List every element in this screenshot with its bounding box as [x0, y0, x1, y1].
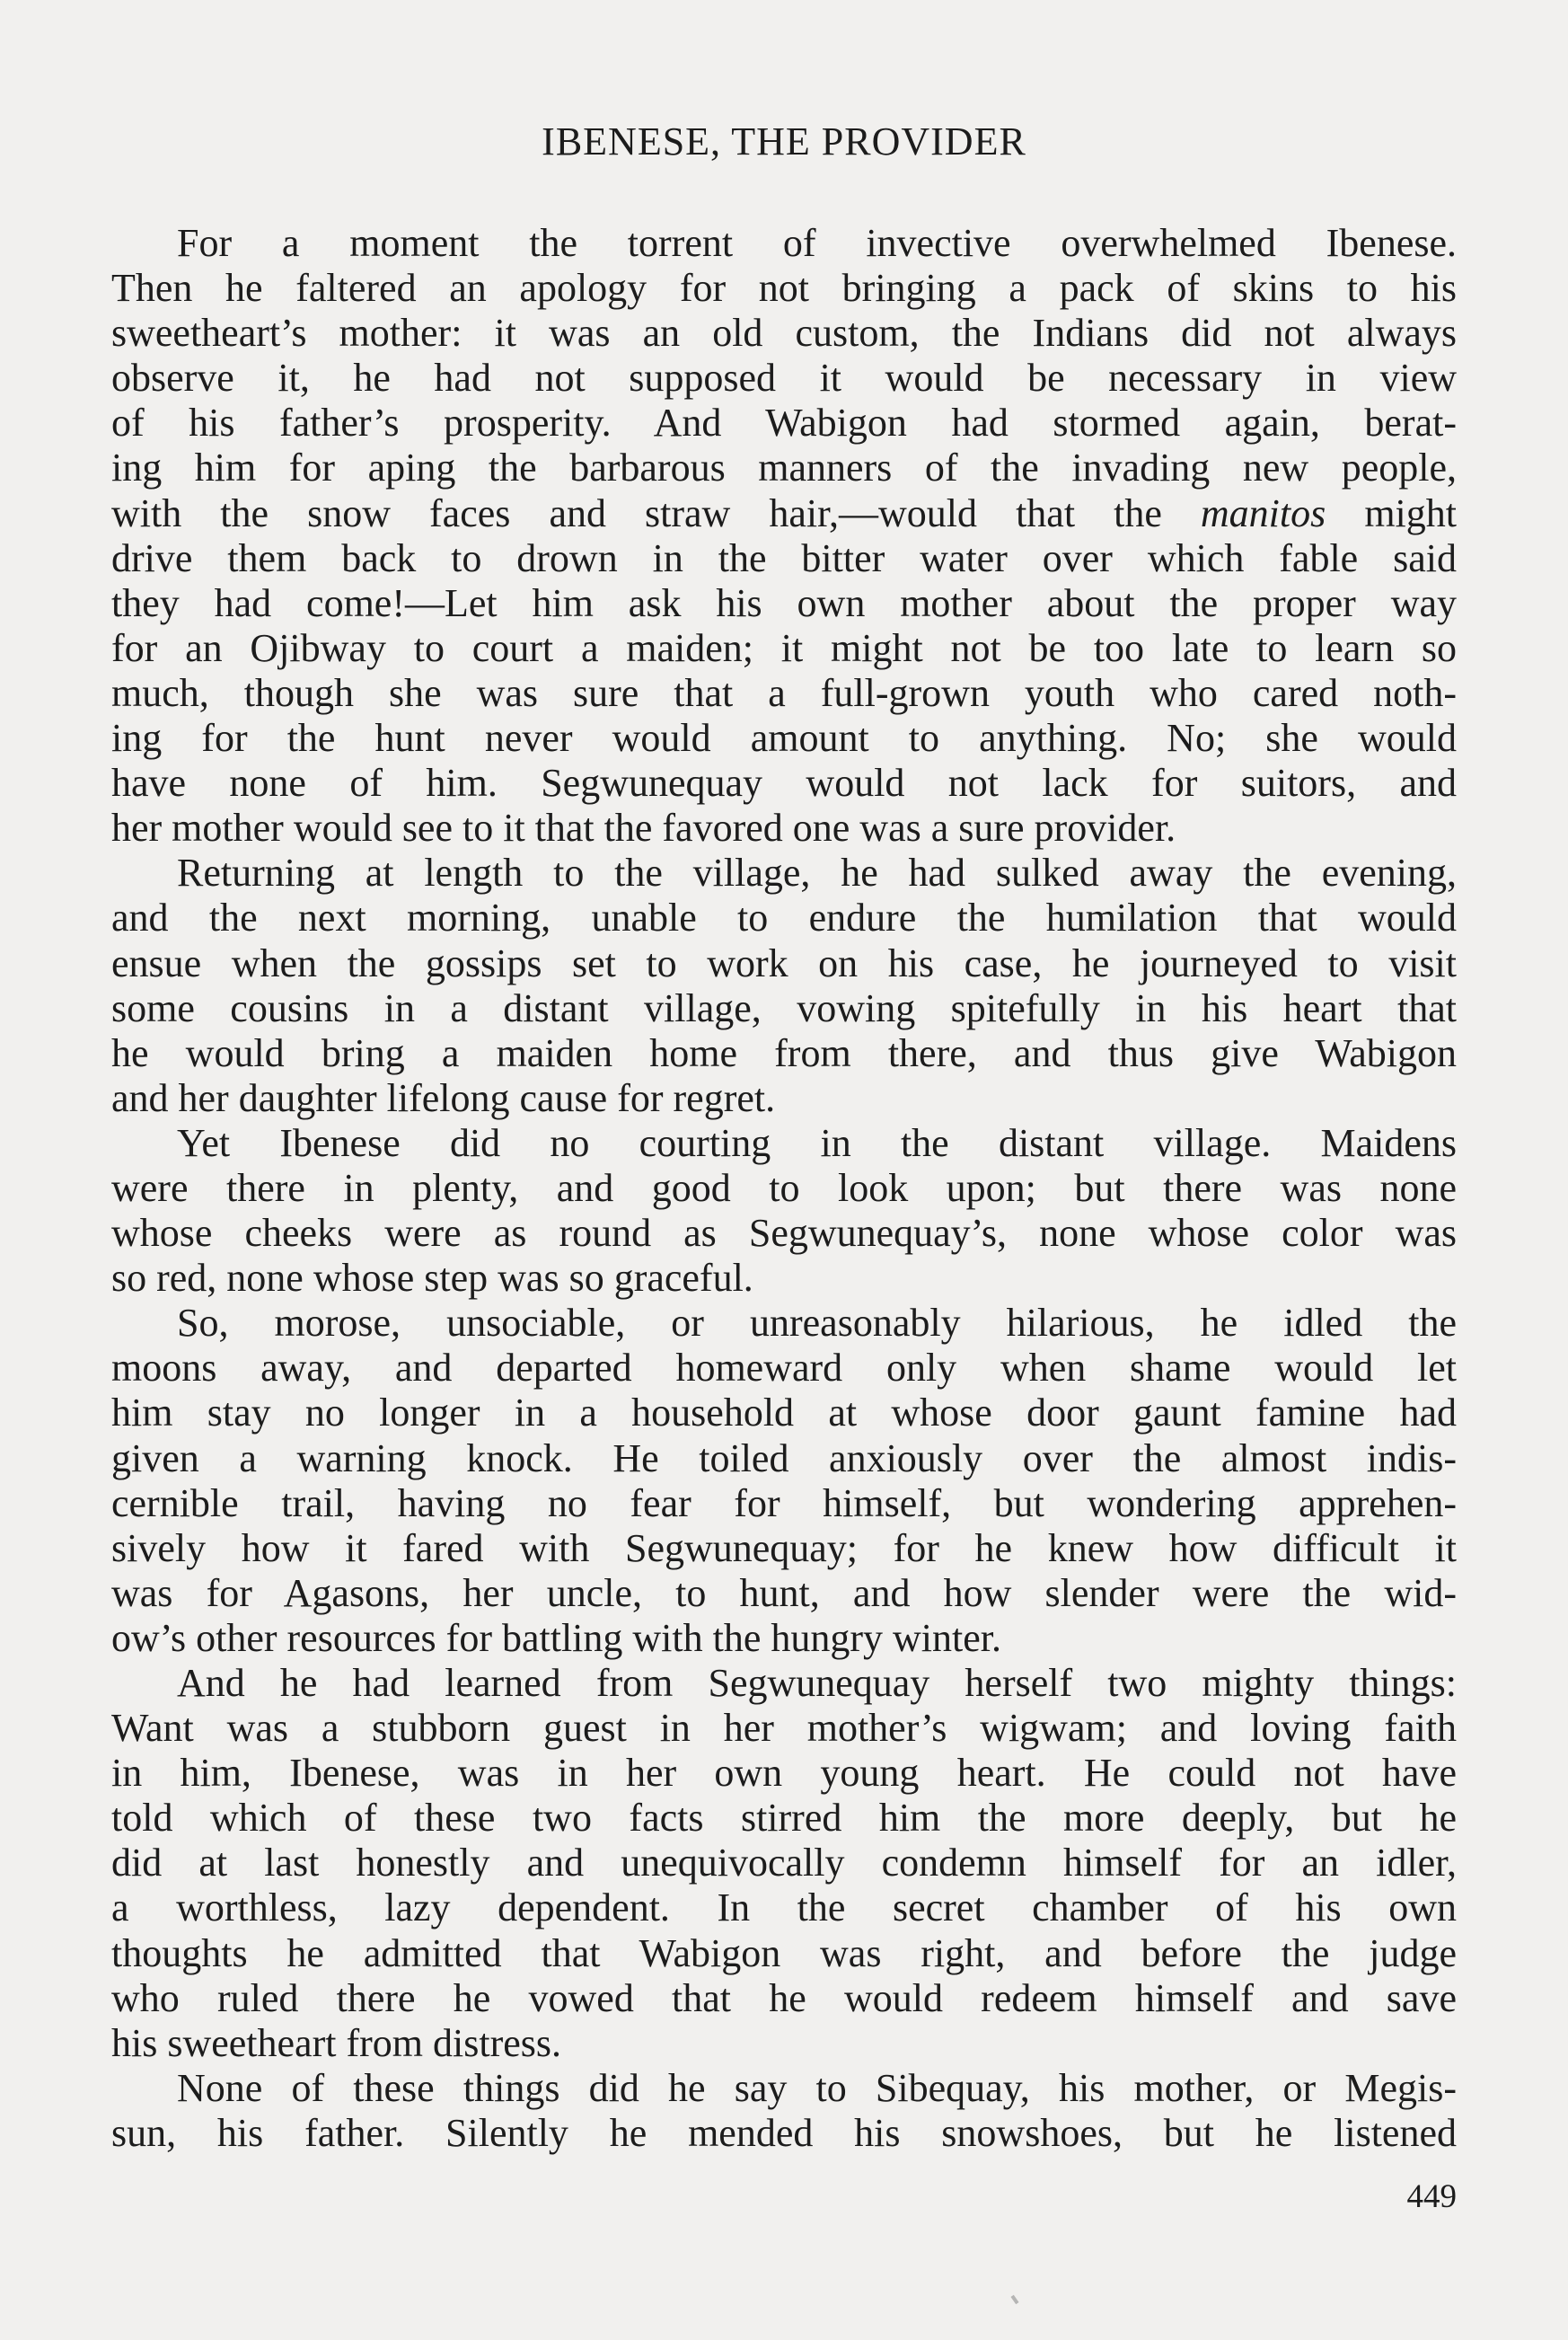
text-line: his sweetheart from distress. — [111, 2020, 561, 2065]
text-line: ing him for aping the barbarous manners of the invading new people, — [111, 446, 1457, 490]
text-line: moons away, and departed homeward only when shame would let — [111, 1346, 1457, 1391]
text-line: did at last honestly and unequivocally condemn himself for an idler, — [111, 1841, 1457, 1885]
text-line: None of these things did he say to Sibequay, his mother, or Megis- — [177, 2065, 1457, 2110]
text-line: some cousins in a distant village, vowing spitefully in his heart that — [111, 985, 1457, 1030]
text-line: whose cheeks were as round as Segwunequay’s, none whose color was — [111, 1211, 1457, 1256]
text-line: he would bring a maiden home from there, and thus give Wabigon — [111, 1030, 1457, 1075]
text-line: were there in plenty, and good to look upon; but there was none — [111, 1165, 1457, 1210]
text-line — [111, 491, 1457, 536]
text-line: observe it, he had not supposed it would be necessary in view — [111, 356, 1457, 401]
text-segment: might — [1326, 490, 1457, 535]
text-line: sweetheart’s mother: it was an old custom, the Indians did not always — [111, 311, 1457, 356]
text-line: So, morose, unsociable, or unreasonably hilarious, he idled the — [177, 1301, 1457, 1346]
text-line: given a warning knock. He toiled anxiously over the almost indis- — [111, 1435, 1457, 1480]
text-line: Returning at length to the village, he had sulked away the evening, — [177, 851, 1457, 896]
page-number: 449 — [1406, 2178, 1457, 2215]
text-line: sun, his father. Silently he mended his snowshoes, but he listened — [111, 2110, 1457, 2155]
text-line: so red, none whose step was so graceful. — [111, 1256, 753, 1301]
paper-mark — [1010, 2295, 1018, 2304]
text-line: Want was a stubborn guest in her mother’s wigwam; and loving faith — [111, 1706, 1457, 1751]
text-line: cernible trail, having no fear for himself, but wondering apprehen- — [111, 1480, 1457, 1525]
text-line: for an Ojibway to court a maiden; it might not be too late to learn so — [111, 625, 1457, 670]
text-line: who ruled there he vowed that he would redeem himself and save — [111, 1975, 1457, 2020]
text-line: of his father’s prosperity. And Wabigon had stormed again, berat- — [111, 401, 1457, 446]
text-line: drive them back to drown in the bitter water over which fable said — [111, 535, 1457, 580]
text-line: him stay no longer in a household at whose door gaunt famine had — [111, 1391, 1457, 1435]
text-segment: with the snow faces and straw hair,—would that the — [111, 490, 1201, 535]
text-line: thoughts he admitted that Wabigon was right, and before the judge — [111, 1930, 1457, 1975]
italic-word: manitos — [1200, 490, 1326, 535]
body-text — [111, 221, 1457, 2156]
text-line: and the next morning, unable to endure the humilation that would — [111, 896, 1457, 940]
text-line: they had come!—Let him ask his own mother about the proper way — [111, 580, 1457, 625]
text-line: For a moment the torrent of invective overwhelmed Ibenese. — [177, 221, 1457, 265]
text-line: much, though she was sure that a full-grown youth who cared noth- — [111, 670, 1457, 715]
text-line: And he had learned from Segwunequay herself two mighty things: — [177, 1661, 1457, 1705]
text-line: sively how it fared with Segwunequay; for he knew how difficult it — [111, 1525, 1457, 1570]
text-line: was for Agasons, her uncle, to hunt, and how slender were the wid- — [111, 1570, 1457, 1615]
text-line: Yet Ibenese did no courting in the distant village. Maidens — [177, 1120, 1457, 1165]
text-line: ow’s other resources for battling with the hungry winter. — [111, 1615, 1002, 1660]
text-line: a worthless, lazy dependent. In the secret chamber of his own — [111, 1885, 1457, 1930]
text-line: her mother would see to it that the favored one was a sure provider. — [111, 806, 1176, 851]
text-line: and her daughter lifelong cause for regret. — [111, 1075, 776, 1120]
text-line: ensue when the gossips set to work on his case, he journeyed to visit — [111, 940, 1457, 985]
text-line: told which of these two facts stirred him the more deeply, but he — [111, 1796, 1457, 1841]
text-line: in him, Ibenese, was in her own young heart. He could not have — [111, 1751, 1457, 1796]
text-line: ing for the hunt never would amount to anything. No; she would — [111, 716, 1457, 761]
running-head: IBENESE, THE PROVIDER — [542, 119, 1026, 163]
text-line: have none of him. Segwunequay would not lack for suitors, and — [111, 761, 1457, 806]
text-line: Then he faltered an apology for not bringing a pack of skins to his — [111, 266, 1457, 311]
